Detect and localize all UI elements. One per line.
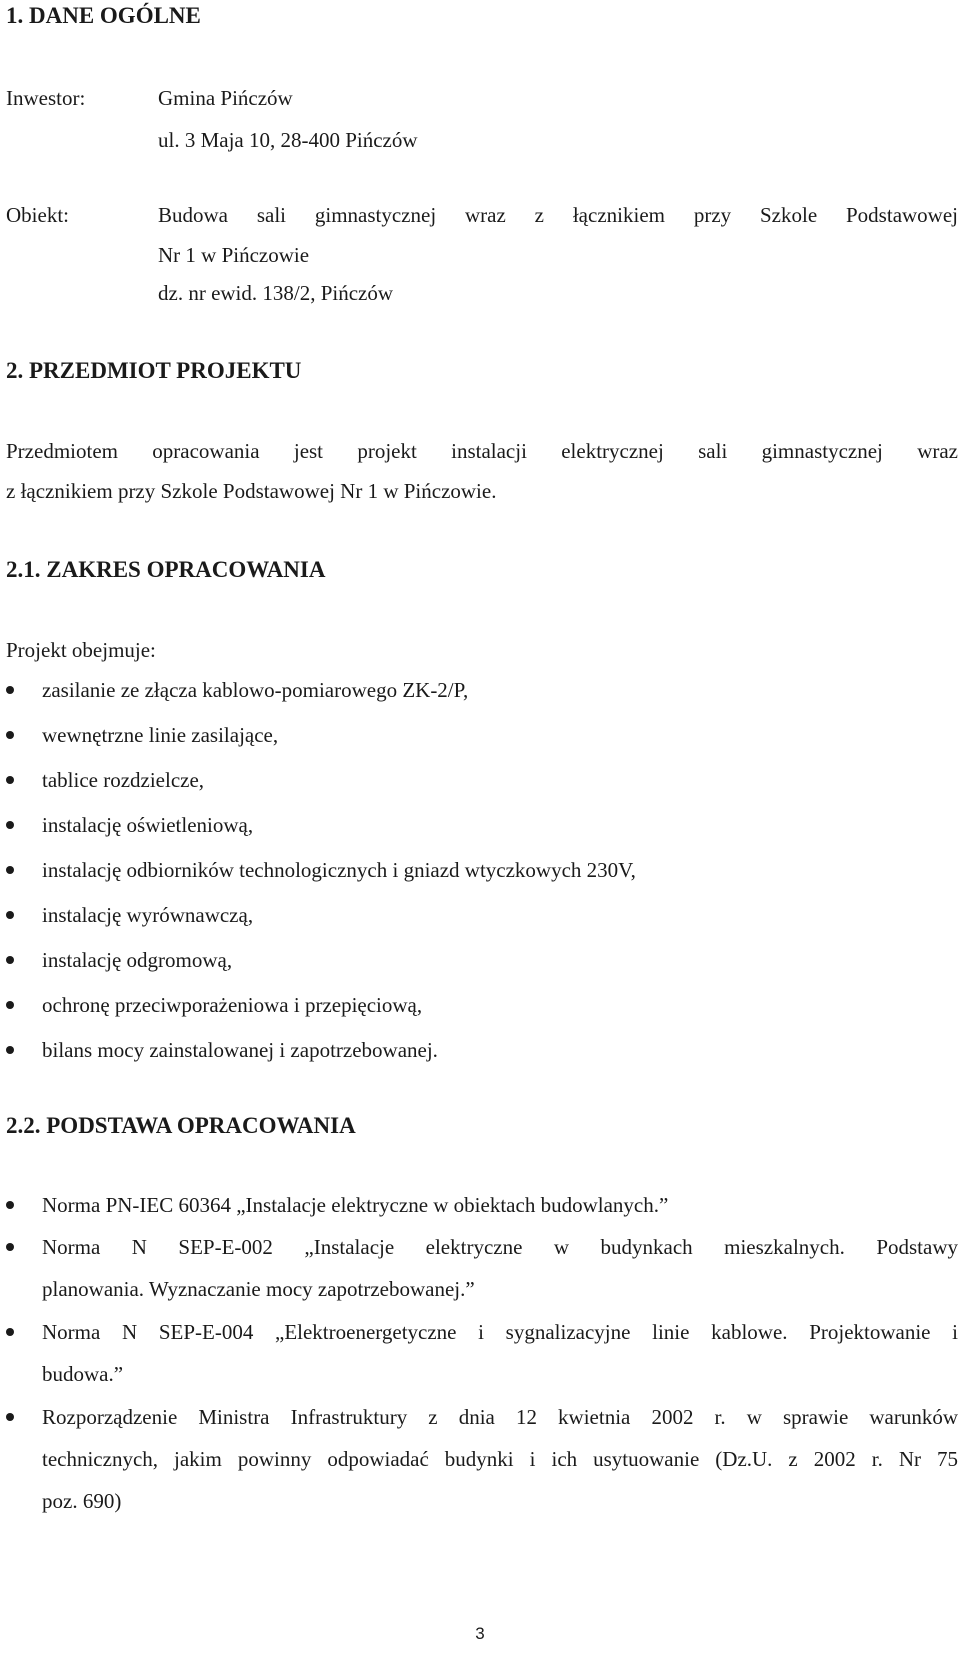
- list-item-text: instalację wyrównawczą,: [42, 903, 254, 927]
- heading-dane-ogolne: 1. DANE OGÓLNE: [6, 3, 201, 28]
- bullet-icon: [6, 866, 14, 874]
- bullet-icon: [6, 911, 14, 919]
- list-item-text-cont: budowa.”: [42, 1362, 124, 1386]
- bullet-icon: [6, 776, 14, 784]
- heading-podstawa-opracowania: 2.2. PODSTAWA OPRACOWANIA: [6, 1113, 356, 1138]
- bullet-icon: [6, 1328, 14, 1336]
- list-item-text: zasilanie ze złącza kablowo-pomiarowego ZK-2/P,: [42, 678, 469, 702]
- object-line-2: Nr 1 w Pińczowie: [158, 243, 310, 267]
- list-item-text: ochronę przeciwporażeniowa i przepięciową,: [42, 993, 423, 1017]
- list-item-text-cont: planowania. Wyznaczanie mocy zapotrzebowanej.”: [42, 1277, 475, 1301]
- scope-intro: Projekt obejmuje:: [6, 638, 156, 662]
- object-line-1: Budowa sali gimnastycznej wraz z łącznikiem przy Szkole Podstawowej: [158, 203, 958, 227]
- list-item-text: Norma N SEP-E-002 „Instalacje elektryczne w budynkach mieszkalnych. Podstawy: [42, 1235, 958, 1259]
- list-item-text: instalację odbiorników technologicznych i gniazd wtyczkowych 230V,: [42, 858, 636, 882]
- list-item-text: Norma N SEP-E-004 „Elektroenergetyczne i sygnalizacyjne linie kablowe. Projektowanie i: [42, 1320, 958, 1344]
- page-number: 3: [475, 1624, 485, 1643]
- bullet-icon: [6, 956, 14, 964]
- investor-address: ul. 3 Maja 10, 28-400 Pińczów: [158, 128, 418, 152]
- bullet-icon: [6, 1201, 14, 1209]
- object-label: Obiekt:: [6, 203, 69, 227]
- subject-paragraph-line-2: z łącznikiem przy Szkole Podstawowej Nr 1 w Pińczowie.: [6, 479, 497, 503]
- list-item-text: Rozporządzenie Ministra Infrastruktury z dnia 12 kwietnia 2002 r. w sprawie warunków: [42, 1405, 958, 1429]
- object-parcel: dz. nr ewid. 138/2, Pińczów: [158, 281, 394, 305]
- bullet-icon: [6, 1046, 14, 1054]
- list-item-text: tablice rozdzielcze,: [42, 768, 205, 792]
- bullet-icon: [6, 686, 14, 694]
- bullet-icon: [6, 821, 14, 829]
- bullet-icon: [6, 1001, 14, 1009]
- heading-przedmiot-projektu: 2. PRZEDMIOT PROJEKTU: [6, 358, 302, 383]
- list-item-text: instalację oświetleniową,: [42, 813, 254, 837]
- bullet-icon: [6, 1243, 14, 1251]
- list-item-text-cont: technicznych, jakim powinny odpowiadać budynki i ich usytuowanie (Dz.U. z 2002 r. Nr 75: [42, 1447, 958, 1471]
- list-item-text: instalację odgromową,: [42, 948, 233, 972]
- investor-name: Gmina Pińczów: [158, 86, 293, 110]
- list-item-text-cont: poz. 690): [42, 1489, 122, 1513]
- bullet-icon: [6, 731, 14, 739]
- list-item-text: bilans mocy zainstalowanej i zapotrzebowanej.: [42, 1038, 438, 1062]
- list-item-text: Norma PN-IEC 60364 „Instalacje elektryczne w obiektach budowlanych.”: [42, 1193, 669, 1217]
- subject-paragraph-line-1: Przedmiotem opracowania jest projekt instalacji elektrycznej sali gimnastycznej wraz: [6, 439, 958, 463]
- bullet-icon: [6, 1413, 14, 1421]
- list-item-text: wewnętrzne linie zasilające,: [42, 723, 279, 747]
- investor-label: Inwestor:: [6, 86, 86, 110]
- heading-zakres-opracowania: 2.1. ZAKRES OPRACOWANIA: [6, 557, 326, 582]
